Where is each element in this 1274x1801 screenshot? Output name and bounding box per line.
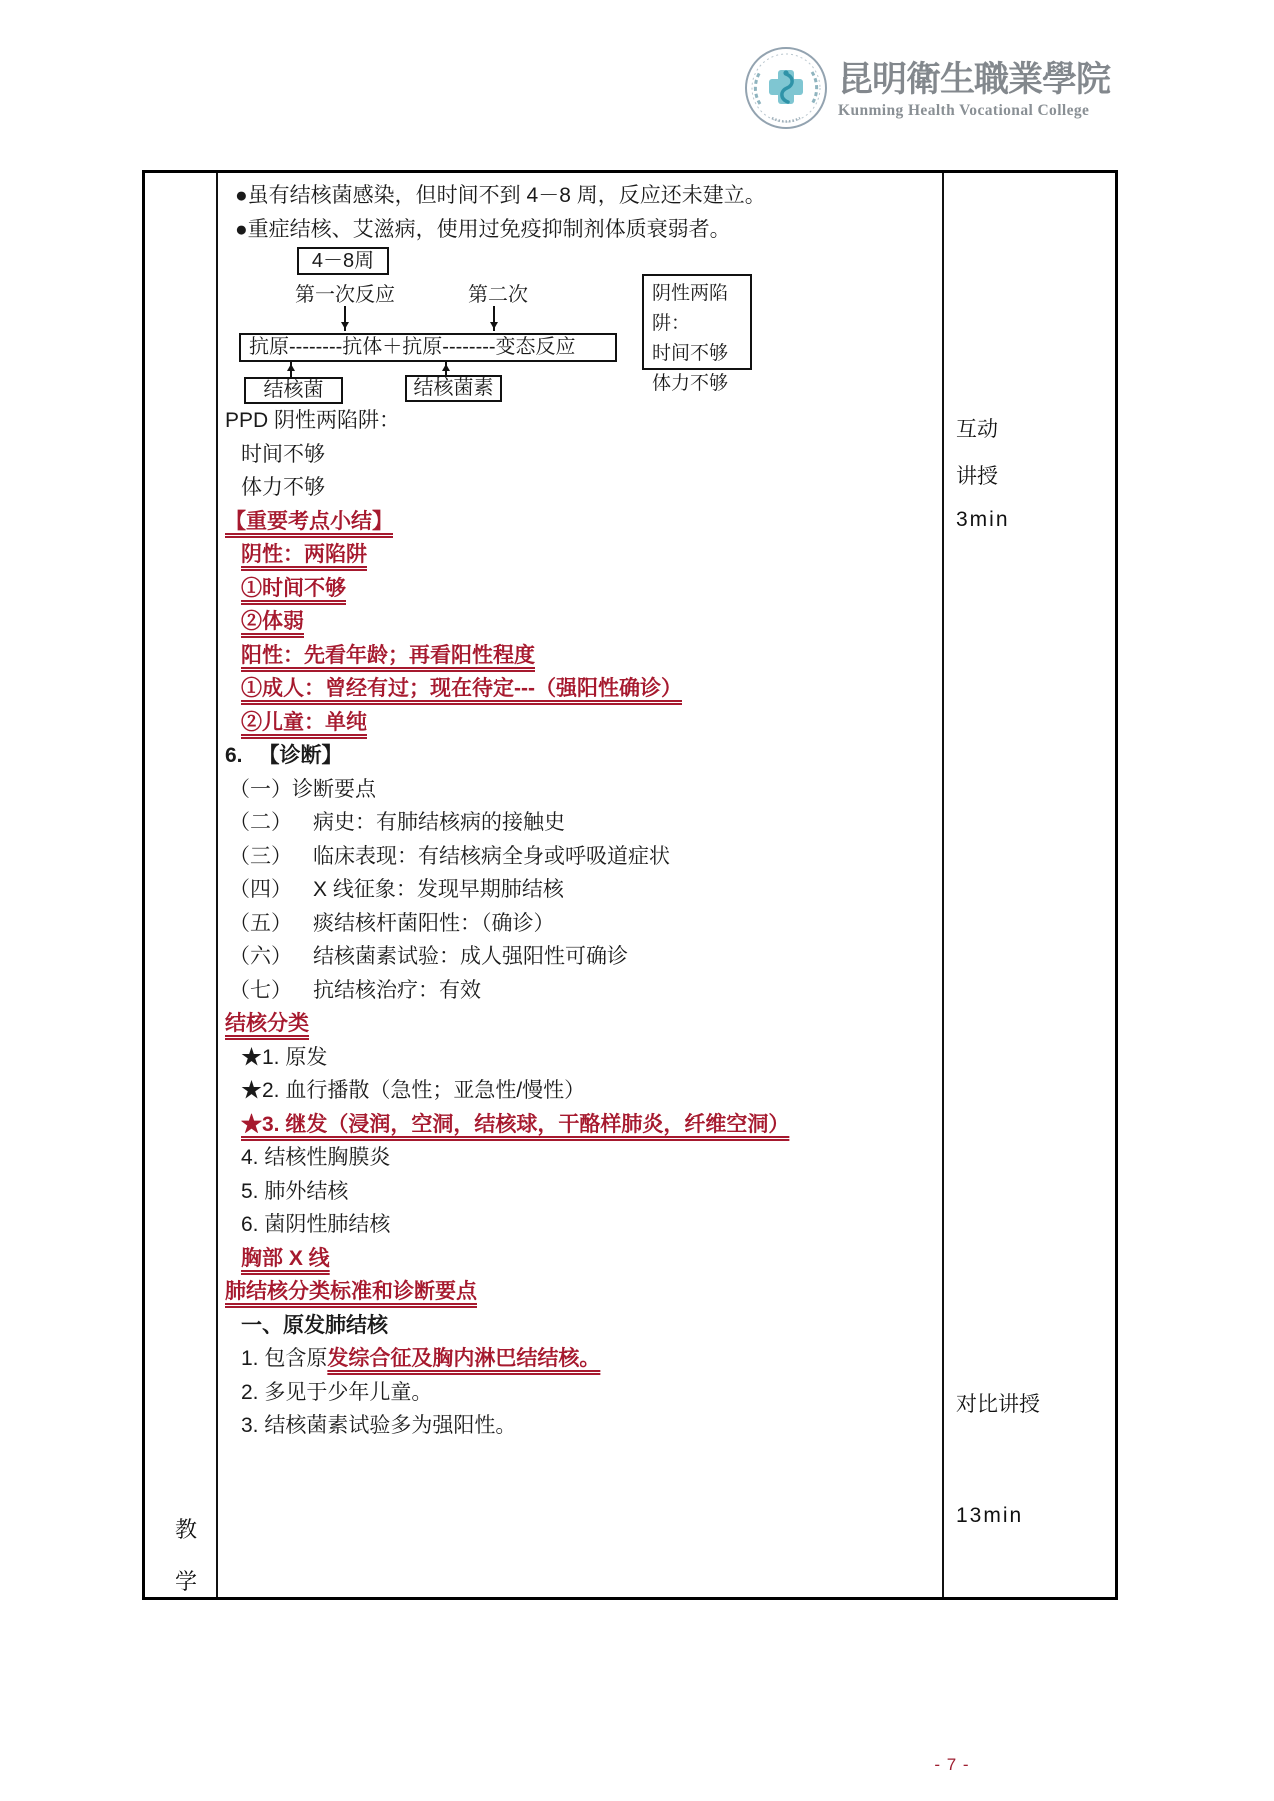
column-divider-right xyxy=(942,173,944,1597)
key-point-line-6: ②儿童：单纯 xyxy=(241,710,367,734)
page-number: - 7 - xyxy=(934,1755,970,1774)
college-name-zh: 昆明衛生職業學院 xyxy=(838,60,1111,99)
standard-item-3: 3. 结核菌素试验多为强阳性。 xyxy=(241,1414,517,1437)
diagnosis-item-5: （五） 痰结核杆菌阳性：（确诊） xyxy=(229,911,555,935)
chest-xray-label: 胸部 X 线 xyxy=(241,1246,330,1270)
classification-standard-title: 肺结核分类标准和诊断要点 xyxy=(225,1280,477,1303)
college-name-en: Kunming Health Vocational College xyxy=(838,102,1090,119)
key-point-line-2: ①时间不够 xyxy=(241,576,346,600)
ppd-trap-item-1: 时间不够 xyxy=(241,442,325,466)
key-points-title: 【重要考点小结】 xyxy=(225,509,393,533)
lesson-content xyxy=(218,173,942,1443)
diagnosis-item-4: （四） X 线征象：发现早期肺结核 xyxy=(229,878,564,901)
duration-13min-label: 13min xyxy=(956,1504,1024,1527)
diagnosis-item-6: （六） 结核菌素试验：成人强阳性可确诊 xyxy=(229,945,628,968)
ppd-traps-title: PPD 阴性两陷阱： xyxy=(225,409,401,432)
classification-item-1: ★1. 原发 xyxy=(241,1045,328,1069)
week-range-box: 4－8周 xyxy=(297,247,389,275)
diagnosis-item-3: （三） 临床表现：有结核病全身或呼吸道症状 xyxy=(229,844,670,868)
antigen-antibody-box: 抗原--------抗体＋抗原--------变态反应 xyxy=(239,333,617,362)
negative-traps-title: 阴性两陷阱： xyxy=(652,283,729,334)
key-point-line-3: ②体弱 xyxy=(241,610,304,633)
diagnosis-item-1: （一）诊断要点 xyxy=(229,777,376,801)
method-interaction-label: 互动 xyxy=(956,418,998,441)
standard-item-1: 1. 包含原发综合征及胸内淋巴结结核。 xyxy=(241,1347,601,1370)
tuberculin-box: 结核菌素 xyxy=(405,375,502,402)
first-reaction-label: 第一次反应 xyxy=(295,284,395,306)
classification-item-6: 6. 菌阴性肺结核 xyxy=(241,1213,391,1236)
negative-trap-strength: 体力不够 xyxy=(652,373,729,394)
primary-tb-subtitle: 一、原发肺结核 xyxy=(241,1313,388,1337)
duration-3min-label: 3min xyxy=(956,508,1010,531)
diagnosis-item-7: （七） 抗结核治疗：有效 xyxy=(229,978,481,1002)
key-point-line-5: ①成人：曾经有过；现在待定---（强阳性确诊） xyxy=(241,677,682,700)
classification-item-4: 4. 结核性胸膜炎 xyxy=(241,1146,391,1169)
up-arrow-icon xyxy=(290,362,292,377)
second-reaction-label: 第二次 xyxy=(468,284,528,306)
down-arrow-icon xyxy=(344,306,346,331)
bullet-note-1: ●虽有结核菌感染，但时间不到 4－8 周，反应还未建立。 xyxy=(235,184,766,207)
tb-classification-title: 结核分类 xyxy=(225,1012,309,1035)
diagnosis-section-title: 【诊断】 xyxy=(258,744,343,767)
negative-trap-time: 时间不够 xyxy=(652,343,729,364)
lesson-plan-table xyxy=(142,170,1118,1600)
key-point-line-1: 阴性：两陷阱 xyxy=(241,543,367,566)
negative-traps-box xyxy=(642,274,752,394)
standard-item-1-highlight: 发综合征及胸内淋巴结结核。 xyxy=(327,1347,601,1370)
ppd-reaction-diagram xyxy=(225,247,942,404)
tb-bacteria-box: 结核菌 xyxy=(244,377,343,404)
diagnosis-item-2: （二） 病史：有肺结核病的接触史 xyxy=(229,811,565,834)
key-point-line-4: 阳性：先看年龄；再看阳性程度 xyxy=(241,643,535,667)
down-arrow-icon xyxy=(493,306,495,331)
method-compare-lecture-label: 对比讲授 xyxy=(956,1393,1040,1416)
method-lecture-label: 讲授 xyxy=(956,465,998,488)
standard-item-2: 2. 多见于少年儿童。 xyxy=(241,1380,433,1404)
college-logo-emblem-icon xyxy=(744,46,828,130)
classification-item-2: ★2. 血行播散（急性；亚急性/慢性） xyxy=(241,1079,586,1102)
ppd-trap-item-2: 体力不够 xyxy=(241,476,325,499)
bullet-note-2: ●重症结核、艾滋病，使用过免疫抑制剂体质衰弱者。 xyxy=(235,217,731,241)
classification-item-5: 5. 肺外结核 xyxy=(241,1179,349,1203)
diagnosis-section-heading xyxy=(225,739,942,773)
diagnosis-section-number: 6. xyxy=(225,744,243,767)
teaching-column-char-1: 教 xyxy=(175,1517,198,1542)
teaching-column-char-2: 学 xyxy=(175,1569,198,1594)
classification-item-3: ★3. 继发（浸润，空洞，结核球，干酪样肺炎，纤维空洞） xyxy=(241,1112,790,1136)
